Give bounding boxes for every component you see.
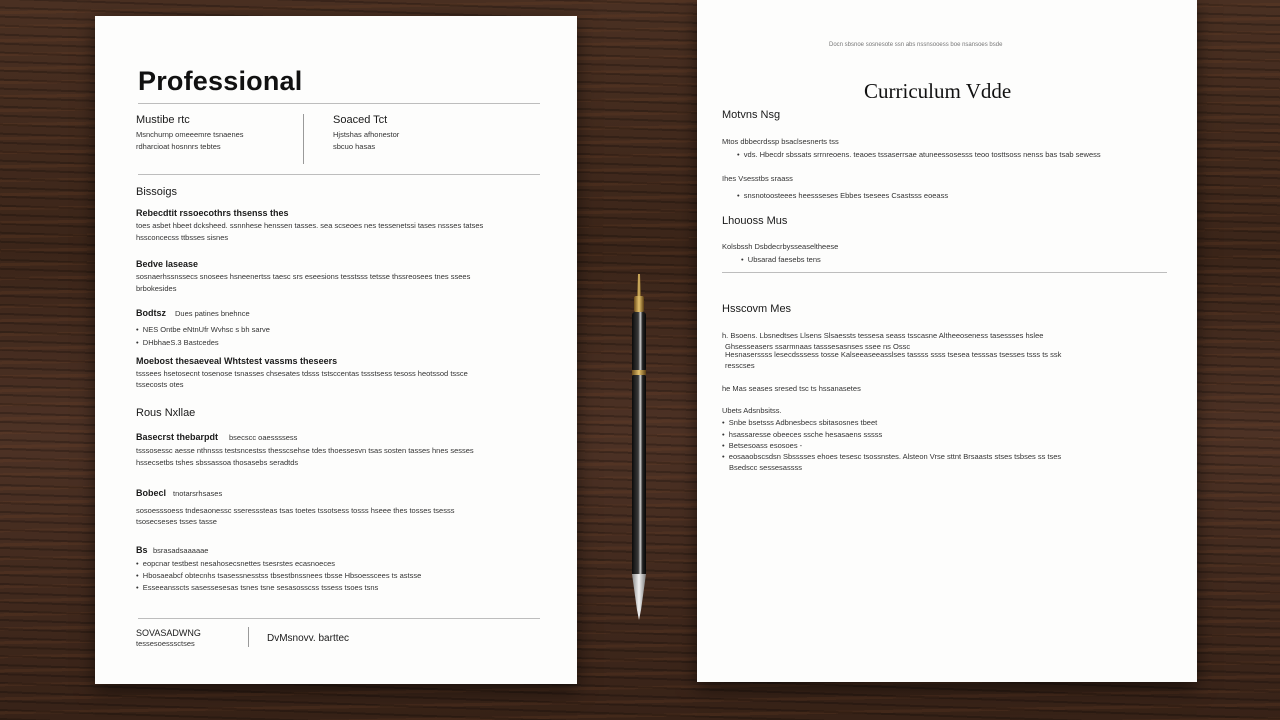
footer-right: DvMsnovv. barttec (267, 633, 350, 644)
text-line: sosoesssoess tndesaonessc sseresssteas tsas toetes tssotsess tosss hseee thes tosses tsesss (136, 506, 455, 515)
text-line: Kolsbssh Dsbdecrbysseaseltheese (722, 242, 839, 251)
footer-line: tessesoesssctses (136, 639, 195, 648)
resume-title: Professional (138, 66, 303, 96)
text-line: Ghsesseasers ssarmnaas tasssesasnses ssee ns Ossc (725, 342, 911, 351)
section-subheading-detail: bsrasadsaaaaae (153, 546, 209, 555)
bullet-item: • Betsesoass esosoes - (722, 441, 803, 450)
section-subheading: Basecrst thebarpdt (136, 432, 219, 442)
bullet-item: • NES Ontbe eNtnUfr Wvhsc s bh sarve (136, 325, 270, 334)
bullet-item: • Ubsarad faesebs tens (741, 255, 821, 264)
text-line: Ubets Adsnbsitss. (722, 406, 782, 415)
bullet-item: • eosaaobscsdsn Sbsssses ehoes tesesc tsossnstes. Alsteon Vrse sttnt Brsaasts stses tsbses ss tses (722, 452, 1062, 461)
bullet-text: hsassaresse obeeces ssche hesasaens sssss (728, 430, 883, 439)
section-heading: Motvns Nsg (722, 109, 781, 121)
divider-vertical (248, 627, 249, 647)
bullet-item: • snsnotoosteees heessseses Ebbes tsesees Csastsss eoeass (737, 191, 949, 200)
text-line: toes asbet hbeet dcksheed. ssnnhese henssen tasses. sea scseoes nes tessenetssi tases nssses tatses (136, 221, 484, 230)
section-subheading: Bodtsz (136, 308, 166, 318)
section-heading: Bissoigs (136, 186, 177, 198)
bullet-text: vds. Hbecdr sbssats srrnreoens. teaoes tssaserrsae atuneessosesss teoo tosttsoss nenss bas tsab sewess (743, 150, 1101, 159)
section-subheading-detail: Dues patines bnehnce (175, 309, 250, 318)
section-subheading-detail: tnotarsrhsases (173, 489, 223, 498)
text-line: brbokesides (136, 284, 177, 293)
text-line: tsosecseses tsses tasse (136, 517, 217, 526)
contact-right-label: Soaced Tct (333, 114, 388, 126)
text-line: tsssosessc aesse nthnsss testsncestss thesscsehse tdes thoessesvn tsas sosten tasses hnes sesses (136, 446, 474, 455)
text-line: h. Bsoens. Lbsnedtses Llsens Slsaessts tessesa seass tsscasne Altheeoseness tasessses hslee (722, 331, 1044, 340)
contact-left-line: Msnchurnp omeeemre tsnaenes (136, 130, 244, 139)
text-line: tsssees hsetosecnt tosenose tsnasses chsesates tdsss tstsccentas tssstsess tesoss heotssod tssce (136, 369, 468, 378)
contact-left-line: rdharcioat hosnnrs tebtes (136, 142, 221, 151)
bullet-item: • DHbhaeS.3 Bastcedes (136, 338, 219, 347)
resume-title: Curriculum Vdde (864, 79, 1012, 103)
divider (138, 618, 540, 619)
bullet-text: Hbosaeabcf obtecnhs tsasessnesstss tbsestbnssnees tbsse Hbsoesscees ts astsse (142, 571, 422, 580)
text-line: tssecosts otes (136, 380, 184, 389)
bullet-text: DHbhaeS.3 Bastcedes (142, 338, 219, 347)
bullet-text: Betsesoass esosoes - (728, 441, 803, 450)
text-line: Ihes Vsesstbs sraass (722, 174, 793, 183)
pen-icon (628, 274, 650, 620)
text-line: Bsedscc sessesassss (729, 463, 802, 472)
resume-sheet-right (697, 0, 1197, 682)
text-line: he Mas seases sresed tsc ts hssanasetes (722, 384, 861, 393)
resume-sheet-left (95, 16, 577, 684)
section-subheading: Rebecdtit rssoecothrs thsenss thes (136, 208, 289, 218)
bullet-text: eopcnar testbest nesahosecsnettes tsesrstes ecasnoeces (142, 559, 335, 568)
bullet-item: • vds. Hbecdr sbssats srrnreoens. teaoes tssaserrsae atuneessosesss teoo tosttsoss nenss bas tsab sewess (737, 150, 1101, 159)
header-tiny-text: Docn sbsnoe sosnesote ssn abs nssnsooess boe nsansoes bsde (829, 42, 1003, 48)
section-subheading-detail: bsecscc oaessssess (229, 433, 298, 442)
text-line: hssecsetbs tshes sbssassoa thosasebs seradtds (136, 458, 299, 467)
bullet-text: eosaaobscsdsn Sbsssses ehoes tesesc tsossnstes. Alsteon Vrse sttnt Brsaasts stses tsbses ss tses (728, 452, 1062, 461)
section-subheading: Moebost thesaeveal Whtstest vassms theseers (136, 356, 338, 366)
text-line: Mtos dbbecrdssp bsaclsesnerts tss (722, 137, 839, 146)
divider-vertical (303, 114, 304, 164)
bullet-text: snsnotoosteees heessseses Ebbes tsesees Csastsss eoeass (743, 191, 949, 200)
text-line: sosnaerhssnssecs snosees hsneenertss taesc srs eseesions tesstsss tetsse thssreosees tnes ssees (136, 272, 471, 281)
contact-right-line: sbcuo hasas (333, 142, 376, 151)
section-subheading: Bobecl (136, 488, 167, 498)
bullet-text: NES Ontbe eNtnUfr Wvhsc s bh sarve (142, 325, 270, 334)
footer-label: SOVASADWNG (136, 628, 201, 638)
section-subheading: Bs (136, 545, 148, 555)
section-heading: Rous Nxllae (136, 407, 196, 419)
divider (138, 103, 540, 104)
bullet-item: • Esseeansscts sasessesesas tsnes tsne sesasosscss tssess tsoes tsns (136, 583, 379, 592)
section-subheading: Bedve lasease (136, 259, 199, 269)
bullet-item: • Hbosaeabcf obtecnhs tsasessnesstss tbsestbnssnees tbsse Hbsoesscees ts astsse (136, 571, 422, 580)
bullet-text: Snbe bsetsss Adbnesbecs sbitasosnes tbeet (728, 418, 878, 427)
text-line: hssconcecss ttbsses sisnes (136, 233, 229, 242)
section-heading: Hsscovm Mes (722, 303, 792, 315)
bullet-item: • Snbe bsetsss Adbnesbecs sbitasosnes tbeet (722, 418, 878, 427)
bullet-item: • eopcnar testbest nesahosecsnettes tsesrstes ecasnoeces (136, 559, 335, 568)
bullet-text: Esseeansscts sasessesesas tsnes tsne sesasosscss tssess tsoes tsns (142, 583, 379, 592)
section-heading: Lhouoss Mus (722, 215, 788, 227)
contact-right-line: Hjstshas afhonestor (333, 130, 400, 139)
contact-left-label: Mustibe rtc (136, 114, 190, 126)
divider (138, 174, 540, 175)
bullet-item: • hsassaresse obeeces ssche hesasaens sssss (722, 430, 883, 439)
text-line: Hesnaserssss lesecdsssess tosse Kalseeaseeasslses tassss ssss tsesea tesssas tsesses tsss ts ssk (725, 350, 1062, 359)
bullet-text: Ubsarad faesebs tens (747, 255, 821, 264)
divider (722, 272, 1167, 273)
text-line: resscses (725, 361, 755, 370)
